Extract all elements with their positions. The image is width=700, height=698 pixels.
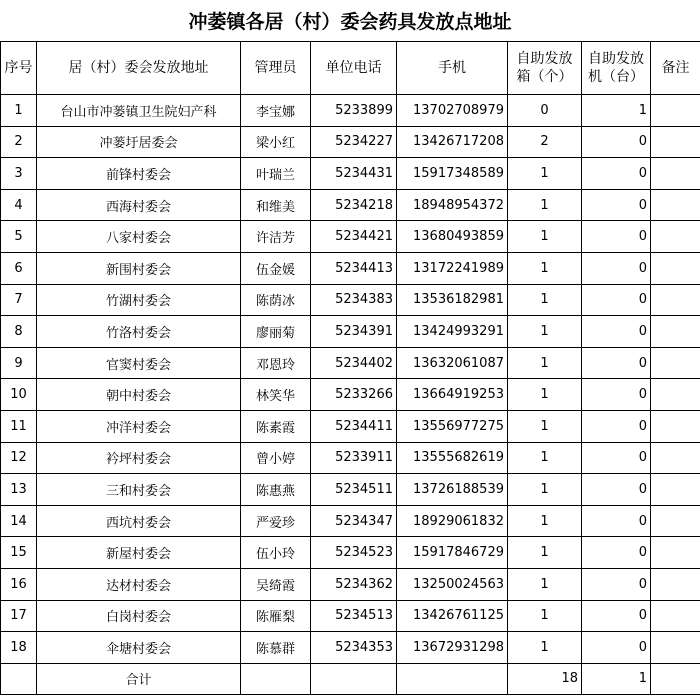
cell-mobile: 13680493859 xyxy=(397,221,508,253)
table-row xyxy=(1,95,700,127)
cell-office-phone: 5234431 xyxy=(311,158,397,190)
cell-box: 1 xyxy=(508,284,582,316)
cell-office-phone: 5234402 xyxy=(311,347,397,379)
header-machine: 自助发放机（台） xyxy=(582,42,651,95)
cell-admin: 吴绮霞 xyxy=(241,568,311,600)
cell-machine: 0 xyxy=(582,474,651,506)
cell-admin: 严爱珍 xyxy=(241,505,311,537)
cell-machine: 0 xyxy=(582,347,651,379)
cell-machine: 0 xyxy=(582,410,651,442)
cell-machine: 0 xyxy=(582,505,651,537)
cell-no: 12 xyxy=(1,442,37,474)
cell-note xyxy=(651,410,700,442)
cell-mobile: 13672931298 xyxy=(397,632,508,664)
cell-no: 6 xyxy=(1,252,37,284)
cell-note xyxy=(651,474,700,506)
cell-address: 新围村委会 xyxy=(37,252,241,284)
cell-admin: 林笑华 xyxy=(241,379,311,411)
cell-note xyxy=(651,158,700,190)
cell-admin: 陈荫冰 xyxy=(241,284,311,316)
cell-office-phone: 5234218 xyxy=(311,189,397,221)
cell-machine: 0 xyxy=(582,600,651,632)
cell-machine: 0 xyxy=(582,568,651,600)
cell-no: 10 xyxy=(1,379,37,411)
table-row xyxy=(1,410,700,442)
cell-office-phone: 5234227 xyxy=(311,126,397,158)
cell-box: 1 xyxy=(508,347,582,379)
cell-note xyxy=(651,126,700,158)
header-note: 备注 xyxy=(651,42,700,95)
cell-mobile: 13172241989 xyxy=(397,252,508,284)
cell-no: 13 xyxy=(1,474,37,506)
total-cell-mobile xyxy=(397,663,508,694)
cell-admin: 陈雁梨 xyxy=(241,600,311,632)
cell-box: 1 xyxy=(508,221,582,253)
cell-mobile: 15917846729 xyxy=(397,537,508,569)
header-address: 居（村）委会发放地址 xyxy=(37,42,241,95)
cell-address: 冲洋村委会 xyxy=(37,410,241,442)
cell-box: 2 xyxy=(508,126,582,158)
cell-machine: 0 xyxy=(582,316,651,348)
cell-no: 4 xyxy=(1,189,37,221)
total-cell-admin xyxy=(241,663,311,694)
total-cell-tel xyxy=(311,663,397,694)
cell-machine: 0 xyxy=(582,158,651,190)
cell-office-phone: 5234383 xyxy=(311,284,397,316)
cell-mobile: 13726188539 xyxy=(397,474,508,506)
cell-admin: 叶瑞兰 xyxy=(241,158,311,190)
cell-admin: 邓恩玲 xyxy=(241,347,311,379)
table-row xyxy=(1,568,700,600)
total-box: 18 xyxy=(508,663,582,694)
total-row xyxy=(1,663,700,694)
header-admin: 管理员 xyxy=(241,42,311,95)
cell-box: 1 xyxy=(508,505,582,537)
cell-note xyxy=(651,600,700,632)
cell-office-phone: 5233911 xyxy=(311,442,397,474)
cell-machine: 0 xyxy=(582,221,651,253)
cell-note xyxy=(651,379,700,411)
header-no: 序号 xyxy=(1,42,37,95)
cell-note xyxy=(651,284,700,316)
cell-machine: 0 xyxy=(582,379,651,411)
cell-mobile: 13426761125 xyxy=(397,600,508,632)
cell-box: 0 xyxy=(508,95,582,127)
cell-address: 达材村委会 xyxy=(37,568,241,600)
cell-box: 1 xyxy=(508,474,582,506)
table-row xyxy=(1,600,700,632)
cell-office-phone: 5234523 xyxy=(311,537,397,569)
cell-admin: 许洁芳 xyxy=(241,221,311,253)
cell-note xyxy=(651,505,700,537)
cell-office-phone: 5233899 xyxy=(311,95,397,127)
cell-box: 1 xyxy=(508,537,582,569)
header-row xyxy=(1,42,700,95)
table-row xyxy=(1,632,700,664)
cell-box: 1 xyxy=(508,379,582,411)
cell-office-phone: 5234391 xyxy=(311,316,397,348)
total-machine: 1 xyxy=(582,663,651,694)
cell-address: 衿坪村委会 xyxy=(37,442,241,474)
cell-admin: 伍小玲 xyxy=(241,537,311,569)
cell-mobile: 13250024563 xyxy=(397,568,508,600)
cell-mobile: 13664919253 xyxy=(397,379,508,411)
cell-address: 官窦村委会 xyxy=(37,347,241,379)
cell-office-phone: 5234362 xyxy=(311,568,397,600)
cell-mobile: 13424993291 xyxy=(397,316,508,348)
cell-no: 17 xyxy=(1,600,37,632)
cell-no: 18 xyxy=(1,632,37,664)
header-mobile: 手机 xyxy=(397,42,508,95)
cell-note xyxy=(651,632,700,664)
cell-box: 1 xyxy=(508,410,582,442)
table-row xyxy=(1,252,700,284)
cell-no: 8 xyxy=(1,316,37,348)
cell-machine: 1 xyxy=(582,95,651,127)
table-row xyxy=(1,347,700,379)
cell-office-phone: 5234413 xyxy=(311,252,397,284)
table-row xyxy=(1,126,700,158)
cell-box: 1 xyxy=(508,189,582,221)
cell-mobile: 18948954372 xyxy=(397,189,508,221)
cell-machine: 0 xyxy=(582,442,651,474)
cell-address: 新屋村委会 xyxy=(37,537,241,569)
cell-note xyxy=(651,442,700,474)
cell-address: 三和村委会 xyxy=(37,474,241,506)
cell-no: 16 xyxy=(1,568,37,600)
cell-no: 5 xyxy=(1,221,37,253)
cell-machine: 0 xyxy=(582,537,651,569)
cell-mobile: 13632061087 xyxy=(397,347,508,379)
table-row xyxy=(1,474,700,506)
table-row xyxy=(1,442,700,474)
cell-note xyxy=(651,221,700,253)
table-row xyxy=(1,537,700,569)
cell-address: 西坑村委会 xyxy=(37,505,241,537)
cell-office-phone: 5234347 xyxy=(311,505,397,537)
cell-address: 西海村委会 xyxy=(37,189,241,221)
header-office-phone: 单位电话 xyxy=(311,42,397,95)
cell-mobile: 13556977275 xyxy=(397,410,508,442)
cell-admin: 陈素霞 xyxy=(241,410,311,442)
cell-no: 15 xyxy=(1,537,37,569)
cell-mobile: 13426717208 xyxy=(397,126,508,158)
cell-note xyxy=(651,189,700,221)
distribution-table xyxy=(0,41,700,695)
cell-mobile: 18929061832 xyxy=(397,505,508,537)
cell-office-phone: 5234421 xyxy=(311,221,397,253)
cell-box: 1 xyxy=(508,568,582,600)
cell-admin: 陈惠燕 xyxy=(241,474,311,506)
cell-mobile: 13702708979 xyxy=(397,95,508,127)
cell-note xyxy=(651,537,700,569)
cell-office-phone: 5234511 xyxy=(311,474,397,506)
cell-office-phone: 5233266 xyxy=(311,379,397,411)
cell-office-phone: 5234411 xyxy=(311,410,397,442)
cell-machine: 0 xyxy=(582,284,651,316)
cell-admin: 廖丽菊 xyxy=(241,316,311,348)
cell-address: 台山市冲蒌镇卫生院妇产科 xyxy=(37,95,241,127)
cell-address: 竹湖村委会 xyxy=(37,284,241,316)
cell-note xyxy=(651,316,700,348)
cell-no: 11 xyxy=(1,410,37,442)
cell-no: 3 xyxy=(1,158,37,190)
cell-no: 14 xyxy=(1,505,37,537)
cell-note xyxy=(651,568,700,600)
cell-machine: 0 xyxy=(582,252,651,284)
table-row xyxy=(1,189,700,221)
cell-address: 白岗村委会 xyxy=(37,600,241,632)
cell-admin: 和维美 xyxy=(241,189,311,221)
table-row xyxy=(1,158,700,190)
cell-admin: 梁小红 xyxy=(241,126,311,158)
total-label: 合计 xyxy=(37,663,241,694)
cell-address: 伞塘村委会 xyxy=(37,632,241,664)
cell-mobile: 13536182981 xyxy=(397,284,508,316)
cell-note xyxy=(651,252,700,284)
cell-box: 1 xyxy=(508,158,582,190)
table-row xyxy=(1,221,700,253)
cell-address: 朝中村委会 xyxy=(37,379,241,411)
cell-office-phone: 5234513 xyxy=(311,600,397,632)
cell-box: 1 xyxy=(508,600,582,632)
cell-box: 1 xyxy=(508,316,582,348)
table-row xyxy=(1,379,700,411)
cell-no: 2 xyxy=(1,126,37,158)
table-row xyxy=(1,505,700,537)
header-box: 自助发放箱（个） xyxy=(508,42,582,95)
cell-machine: 0 xyxy=(582,189,651,221)
cell-admin: 陈慕群 xyxy=(241,632,311,664)
cell-mobile: 15917348589 xyxy=(397,158,508,190)
total-cell-note xyxy=(651,663,700,694)
cell-no: 7 xyxy=(1,284,37,316)
cell-box: 1 xyxy=(508,632,582,664)
cell-address: 八家村委会 xyxy=(37,221,241,253)
cell-admin: 伍金媛 xyxy=(241,252,311,284)
cell-machine: 0 xyxy=(582,632,651,664)
total-cell-no xyxy=(1,663,37,694)
cell-office-phone: 5234353 xyxy=(311,632,397,664)
cell-admin: 曾小婷 xyxy=(241,442,311,474)
cell-note xyxy=(651,347,700,379)
cell-note xyxy=(651,95,700,127)
cell-address: 冲蒌圩居委会 xyxy=(37,126,241,158)
cell-mobile: 13555682619 xyxy=(397,442,508,474)
sheet-title: 冲萎镇各居（村）委会药具发放点地址 xyxy=(188,10,512,33)
cell-address: 竹洛村委会 xyxy=(37,316,241,348)
cell-address: 前锋村委会 xyxy=(37,158,241,190)
table-row xyxy=(1,284,700,316)
cell-no: 9 xyxy=(1,347,37,379)
cell-no: 1 xyxy=(1,95,37,127)
cell-box: 1 xyxy=(508,442,582,474)
cell-admin: 李宝娜 xyxy=(241,95,311,127)
cell-box: 1 xyxy=(508,252,582,284)
cell-machine: 0 xyxy=(582,126,651,158)
table-row xyxy=(1,316,700,348)
